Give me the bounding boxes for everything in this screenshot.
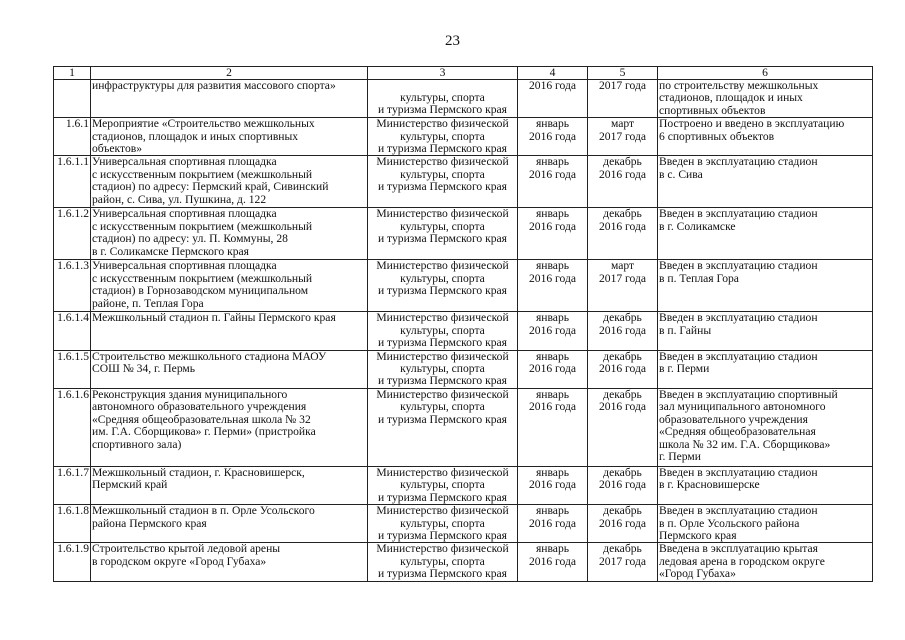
end-date-line: 2016 года [598,362,647,376]
end-date-line: декабрь [603,542,642,556]
responsible-executor-line: культуры, спорта [400,554,485,568]
responsible-executor-line: культуры, спорта [400,362,485,376]
expected-result-line: по строительству межшкольных [659,79,819,92]
responsible-executor-line: Министерство физической [376,466,509,479]
expected-result-line: стадионов, площадок и иных [659,91,803,105]
start-date-line: 2016 года [528,323,577,337]
measure-name [91,543,368,581]
expected-result-line: 6 спортивных объектов [659,129,775,143]
expected-result-line: г. Перми [659,449,701,463]
column-header: 1 [54,67,91,80]
measure-name-line: с искусственным покрытием (межшкольный [92,271,313,285]
start-date-line: 2016 года [528,79,577,92]
expected-result-line: Введен в эксплуатацию стадион [659,155,818,169]
expected-result-line: в с. Сива [659,167,703,181]
expected-result-line: в г. Перми [659,362,710,376]
row-number: 1.6.1.3 [54,260,91,312]
end-date-line: декабрь [603,504,642,518]
measure-name-line: Универсальная спортивная площадка [92,155,277,169]
expected-result [658,388,873,466]
measure-name-line: стадион) по адресу: Пермский край, Сивинский [92,180,329,194]
end-date-line: 2017 года [598,554,647,568]
row-number: 1.6.1.8 [54,505,91,543]
measure-name-line: Мероприятие «Строительство межшкольных [92,117,315,131]
end-date-line: 2016 года [598,516,647,530]
measure-name-line: Межшкольный стадион, г. Красновишерск, [92,466,305,479]
measure-name [91,260,368,312]
responsible-executor-line: культуры, спорта [400,129,485,143]
expected-result-line: Введен в эксплуатацию стадион [659,350,818,363]
row-number: 1.6.1.7 [54,466,91,504]
end-date [588,543,658,581]
responsible-executor-line: Министерство физической [376,542,509,556]
start-date-line: 2016 года [528,516,577,530]
measure-name-line: автономного образовательного учреждения [92,400,307,414]
expected-result-line: «Средняя общеобразовательная [659,425,816,439]
responsible-executor [368,118,518,156]
expected-result-line: Введен в эксплуатацию стадион [659,311,818,325]
measure-name [91,505,368,543]
expected-result-line: в г. Соликамске [659,219,736,233]
end-date [588,312,658,350]
responsible-executor-line: и туризма Пермского края [377,284,508,298]
table-row [54,156,873,208]
responsible-executor-line: и туризма Пермского края [377,490,508,504]
responsible-executor [368,350,518,388]
row-number: 1.6.1.5 [54,350,91,388]
measure-name [91,208,368,260]
start-date-line: 2016 года [528,400,577,414]
end-date-line: декабрь [603,466,642,479]
expected-result-line: Введен в эксплуатацию стадион [659,504,818,518]
table-row [54,312,873,350]
start-date-line: январь [535,542,570,556]
start-date [518,543,588,581]
end-date-line: март [610,259,635,273]
start-date-line: январь [535,504,570,518]
end-date [588,208,658,260]
responsible-executor-line: культуры, спорта [400,516,485,530]
responsible-executor-line: и туризма Пермского края [377,142,508,156]
expected-result-line: Введен в эксплуатацию стадион [659,259,818,273]
table-row [54,118,873,156]
responsible-executor-line: культуры, спорта [400,167,485,181]
start-date-line: январь [535,388,570,401]
expected-result-line: в п. Орле Усольского района [659,516,800,530]
responsible-executor-line: культуры, спорта [400,323,485,337]
start-date [518,208,588,260]
responsible-executor-line: и туризма Пермского края [377,103,508,117]
end-date-line: декабрь [603,388,642,401]
end-date-line: 2016 года [598,323,647,337]
expected-result-line: в г. Красновишерске [659,478,760,492]
table-header-row [54,67,873,80]
table-row [54,260,873,312]
end-date [588,156,658,208]
start-date [518,118,588,156]
end-date-line: март [610,117,635,131]
row-number: 1.6.1.2 [54,208,91,260]
expected-result [658,208,873,260]
start-date-line: 2016 года [528,167,577,181]
measure-name [91,80,368,118]
row-number: 1.6.1.4 [54,312,91,350]
table-row [54,350,873,388]
page-number: 23 [445,33,460,49]
measure-name-line: в г. Соликамске Пермского края [92,244,249,258]
end-date [588,388,658,466]
measure-name-line: Строительство межшкольного стадиона МАОУ [92,350,327,363]
measure-name-line: Реконструкция здания муниципального [92,388,288,401]
expected-result [658,505,873,543]
end-date-line: 2016 года [598,478,647,492]
measure-name-line: Универсальная спортивная площадка [92,259,277,273]
start-date [518,260,588,312]
expected-result-line: Введена в эксплуатацию крытая [659,542,818,556]
row-number: 1.6.1.1 [54,156,91,208]
end-date-line: декабрь [603,155,642,169]
table-row [54,208,873,260]
column-header: 2 [91,67,368,80]
measure-name-line: Межшкольный стадион п. Гайны Пермского края [92,311,336,325]
start-date [518,312,588,350]
start-date [518,505,588,543]
responsible-executor-line: культуры, спорта [400,91,485,104]
responsible-executor [368,156,518,208]
responsible-executor [368,466,518,504]
start-date-line: 2016 года [528,554,577,568]
measure-name [91,350,368,388]
end-date-line: 2016 года [598,400,647,414]
measure-name-line: Строительство крытой ледовой арены [92,542,281,556]
end-date [588,118,658,156]
end-date [588,350,658,388]
responsible-executor [368,312,518,350]
measure-name-line: с искусственным покрытием (межшкольный [92,219,313,233]
responsible-executor-line: Министерство физической [376,259,509,273]
table-row [54,80,873,118]
measure-name-line: района Пермского края [92,516,207,530]
start-date-line: 2016 года [528,478,577,492]
start-date-line: январь [535,311,570,325]
responsible-executor-line: и туризма Пермского края [377,336,508,350]
expected-result-line: Пермского края [659,528,737,542]
responsible-executor [368,505,518,543]
responsible-executor-line: и туризма Пермского края [377,374,508,388]
responsible-executor-line: и туризма Пермского края [377,180,508,194]
responsible-executor-line: культуры, спорта [400,219,485,233]
expected-result-line: ледовая арена в городском округе [659,554,825,568]
expected-result-line: образовательного учреждения [659,412,808,426]
responsible-executor-line: Министерство физической [376,350,509,363]
responsible-executor [368,388,518,466]
row-number: 1.6.1 [54,118,91,156]
end-date [588,260,658,312]
measure-name-line: с искусственным покрытием (межшкольный [92,167,313,181]
measure-name-line: объектов» [92,142,143,156]
table-row [54,543,873,581]
start-date-line: 2016 года [528,129,577,143]
row-number: 1.6.1.6 [54,388,91,466]
expected-result-line: в п. Теплая Гора [659,271,739,285]
end-date-line: 2017 года [598,129,647,143]
table-row [54,388,873,466]
expected-result [658,156,873,208]
start-date-line: 2016 года [528,219,577,233]
measure-name-line: район, с. Сива, ул. Пушкина, д. 122 [92,192,267,206]
start-date [518,156,588,208]
responsible-executor [368,260,518,312]
expected-result-line: Введен в эксплуатацию стадион [659,466,818,479]
expected-result-line: Построено и введено в эксплуатацию [659,117,845,131]
responsible-executor-line: Министерство физической [376,117,509,131]
expected-result-line: в п. Гайны [659,323,712,337]
expected-result [658,350,873,388]
measure-name [91,466,368,504]
start-date [518,80,588,118]
responsible-executor-line: и туризма Пермского края [377,528,508,542]
expected-result [658,118,873,156]
start-date-line: январь [535,350,570,363]
responsible-executor [368,543,518,581]
end-date-line: 2017 года [598,271,647,285]
end-date-line: декабрь [603,311,642,325]
expected-result-line: спортивных объектов [659,103,766,117]
end-date [588,505,658,543]
measure-name-line: СОШ № 34, г. Пермь [92,362,196,376]
expected-result-line: Введен в эксплуатацию спортивный [659,388,838,401]
responsible-executor-line: культуры, спорта [400,400,485,414]
measure-name-line: «Средняя общеобразовательная школа № 32 [92,412,311,426]
expected-result [658,543,873,581]
responsible-executor-line: Министерство физической [376,311,509,325]
start-date [518,350,588,388]
measure-name-line: Универсальная спортивная площадка [92,207,277,221]
responsible-executor-line: культуры, спорта [400,478,485,492]
measure-name-line: им. Г.А. Сборщикова» г. Перми» (пристройка [92,425,316,439]
responsible-executor-line: Министерство физической [376,155,509,169]
expected-result-line: «Город Губаха» [659,567,736,581]
expected-result [658,466,873,504]
expected-result-line: школа № 32 им. Г.А. Сборщикова» [659,437,831,451]
responsible-executor-line: Министерство физической [376,207,509,221]
expected-result [658,312,873,350]
measure-name [91,388,368,466]
measure-name-line: стадион) в Горнозаводском муниципальном [92,284,309,298]
measure-name-line: стадион) по адресу: ул. П. Коммуны, 28 [92,232,288,246]
measure-name-line: в городском округе «Город Губаха» [92,554,267,568]
expected-result [658,80,873,118]
responsible-executor-line: и туризма Пермского края [377,567,508,581]
table-row [54,466,873,504]
end-date-line: 2016 года [598,219,647,233]
start-date-line: январь [535,207,570,221]
column-header: 3 [368,67,518,80]
table-row [54,505,873,543]
column-header: 4 [518,67,588,80]
start-date-line: 2016 года [528,362,577,376]
start-date-line: январь [535,155,570,169]
end-date-line: 2016 года [598,167,647,181]
start-date-line: январь [535,259,570,273]
responsible-executor-line: Министерство физической [376,388,509,401]
end-date-line: 2017 года [598,79,647,92]
end-date-line: декабрь [603,350,642,363]
responsible-executor [368,208,518,260]
row-number [54,80,91,118]
expected-result-line: зал муниципального автономного [659,400,826,414]
measure-name-line: Межшкольный стадион в п. Орле Усольского [92,504,315,518]
measure-name-line: спортивного зала) [92,437,182,451]
row-number: 1.6.1.9 [54,543,91,581]
expected-result-line: Введен в эксплуатацию стадион [659,207,818,221]
measure-name-line: районе, п. Теплая Гора [92,296,204,310]
start-date-line: январь [535,466,570,479]
responsible-executor-line: Министерство физической [376,504,509,518]
start-date [518,466,588,504]
measure-name [91,312,368,350]
column-header: 5 [588,67,658,80]
end-date [588,466,658,504]
end-date [588,80,658,118]
end-date-line: декабрь [603,207,642,221]
measure-name [91,118,368,156]
measure-name-line: стадионов, площадок и иных спортивных [92,129,299,143]
measures-table [53,66,873,582]
start-date-line: 2016 года [528,271,577,285]
start-date [518,388,588,466]
measure-name-line: Пермский край [92,478,168,492]
column-header: 6 [658,67,873,80]
responsible-executor-line: и туризма Пермского края [377,232,508,246]
responsible-executor-line: и туризма Пермского края [377,412,508,426]
start-date-line: январь [535,117,570,131]
responsible-executor-line: культуры, спорта [400,271,485,285]
measure-name [91,156,368,208]
responsible-executor [368,80,518,118]
measure-name-line: инфраструктуры для развития массового спорта» [92,79,336,92]
expected-result [658,260,873,312]
